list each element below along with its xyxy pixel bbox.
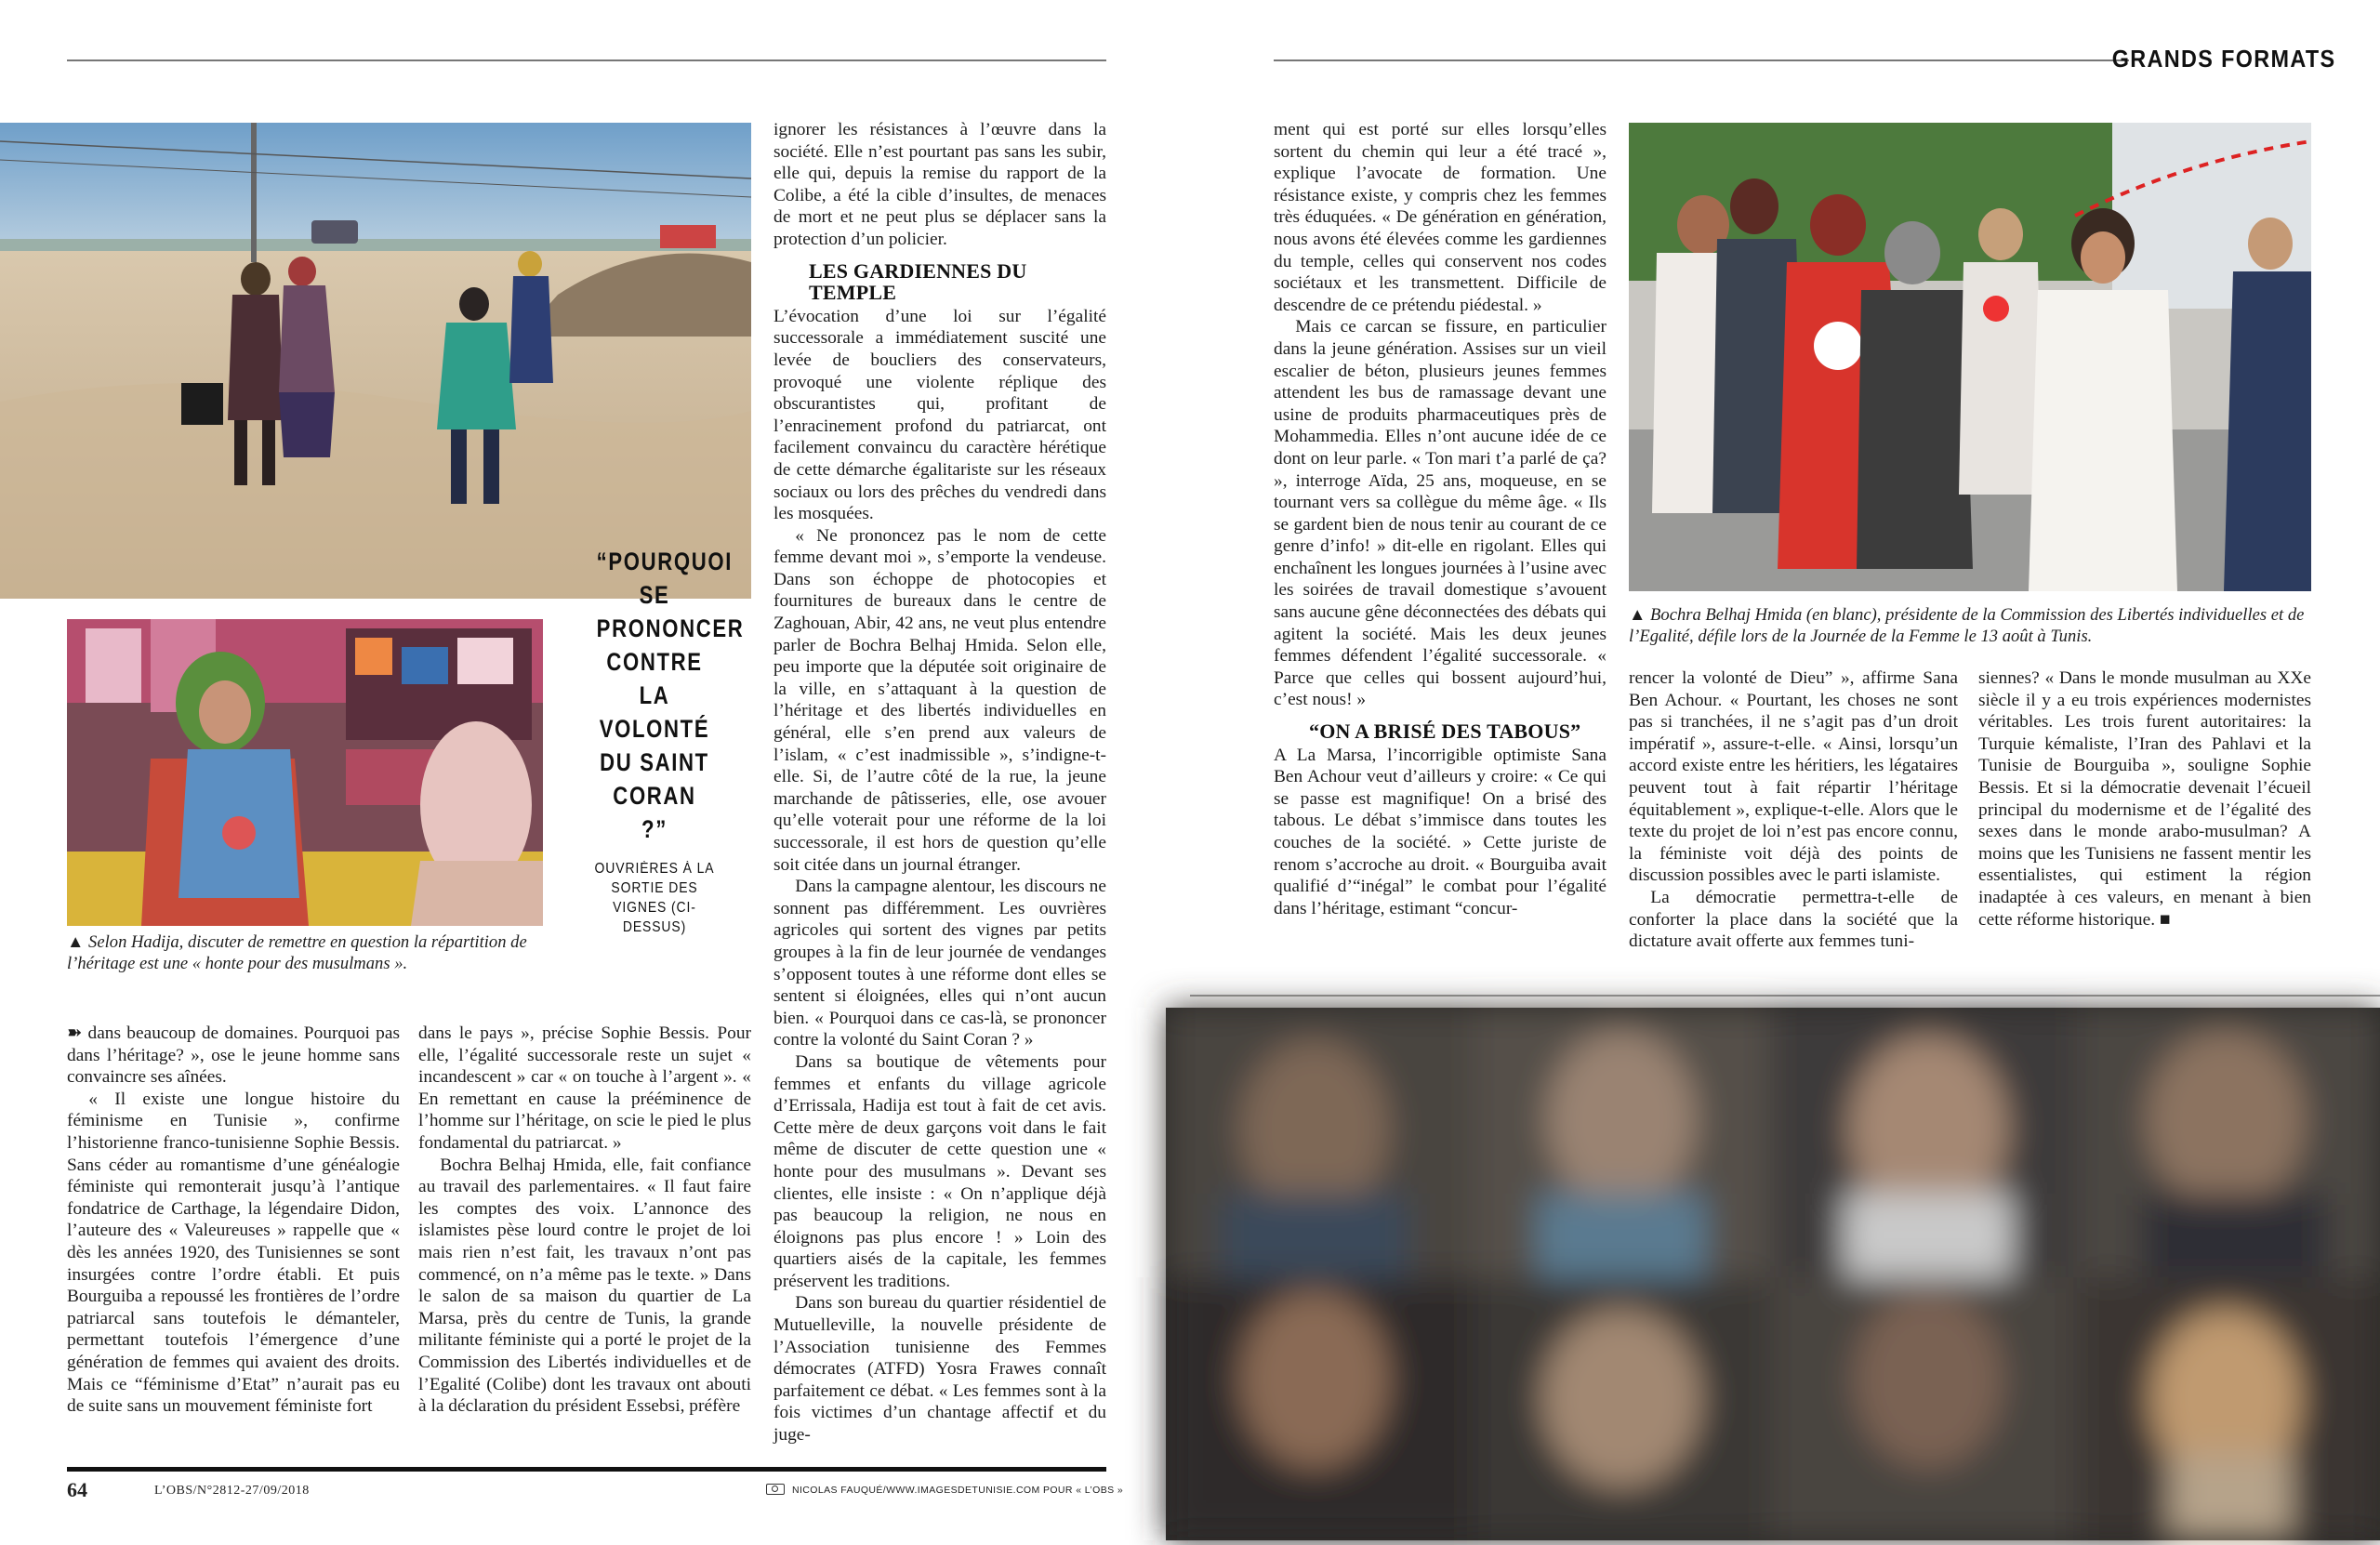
subhead-tabous: “ON A BRISÉ DES TABOUS” [1309, 720, 1581, 744]
photo-workers-walking [0, 123, 751, 599]
top-rule-left [67, 59, 1106, 61]
subhead-gardiennes: LES GARDIENNES DU TEMPLE [809, 258, 1027, 305]
column-5: rencer la volonté de Dieu” », affirme Sana Ben Achour. « Pourtant, les choses ne sont pas si tranchées, il ne s’agit pas d’un droit impératif », assure-t-elle. « Ainsi, lorsqu’un accord existe entre les héritiers, les légataires peuvent tout à fait répartir l’héritage équitablement », explique-t-elle. Alors que le texte du projet de loi n’est pas encore connu, la féministe voit déjà des points de discussion possibles avec le parti islamiste. La démocratie permettra-t-elle de conforter la place dans la société que la dictature avait offerte aux femmes tuni- [1629, 668, 1958, 952]
caption-hadija: ▲ Selon Hadija, discuter de remettre en question la répartition de l’héritage est une « honte pour des musulmans ». [67, 932, 527, 973]
column-1: ➽ dans beaucoup de domaines. Pourquoi pas dans l’héritage? », ose le jeune homme sans convaincre ses aînées. « Il existe une longue histoire du féminisme en Tunisie », confirme l’historienne franco-tunisienne Sophie Bessis. Sans céder au romantisme d’une généalogie féministe qui remonterait jusqu’à l’antique fondatrice de Carthage, la légendaire Didon, l’auteure des « Valeureuses » rappelle que « dès les années 1920, des Tunisiennes se sont insurgées contre l’ordre établi. Et puis Bourguiba a repoussé les frontières de l’ordre patriarcal sans toutefois le démanteler, permettant toutefois l’émergence d’une génération de femmes qui avaient des droits. Mais ce “féminisme d’Etat” n’aurait pas eu de suite sans un mouvement féministe fort [67, 1023, 400, 1417]
column-2: dans le pays », précise Sophie Bessis. Pour elle, l’égalité successorale reste un sujet « incandescent » car « on touche à l’argent ». « En remettant en cause la prééminence de l’homme sur l’héritage, on scie le pied le plus fondamental du patriarcat. » Bochra Belhaj Hmida, elle, fait confiance au travail des parlementaires. « Il faut faire les comptes des voix. L’annonce des islamistes pèse lourd contre le projet de loi mais rien n’est fait, les travaux n’ont pas commencé, on n’a même pas le texte. » Dans le salon de sa maison du quartier de La Marsa, près du centre de Tunis, la grande militante féministe qui a porté le projet de la Commission des Libertés individuelles et de l’Egalité (Colibe) dont les travaux ont abouti à la déclaration du président Essebsi, préfère [418, 1023, 751, 1417]
section-header: GRANDS FORMATS [2112, 45, 2336, 73]
column-4: ment qui est porté sur elles lorsqu’elles sortent du chemin qui leur a été tracé », explique l’avocate de formation. Une résistance existe, y compris chez les femmes très éduquées. « De génération en génération, nous avons été élevées comme les gardiennes du temple, celles qui conservent nos codes sociétaux et les transmettent. Difficile de descendre de ce prétendu piédestal. » Mais ce carcan se fissure, en particulier dans la jeune génération. Assises sur un vieil escalier de béton, plusieurs jeunes femmes attendent les bus de ramassage devant une usine de produits pharmaceutiques près de Mohammedia. Elles n’ont aucune idée de ce dont on leur parle. « Ton mari t’a parlé de ça? », interroge Aïda, 25 ans, moqueuse, en se tournant vers sa collègue du même âge. « Ils se gardent bien de nous tenir au courant de ce genre d’info! » dit-elle en rigolant. Elles qui enchaînent les longues journées à l’usine avec les soirées de travail domestique s’avouent sans aucune gêne déconnectées des débats qui agitent la société. Mais les deux jeunes femmes défendent l’égalité successorale. « Parce que celles qui bossent aujourd’hui, c’est nous! » “ON A BRISÉ DES TABOUS” A La Marsa, l’incorrigible optimiste Sana Ben Achour veut d’ailleurs y croire: « Ce qui se passe est magnifique! On a brisé des tabous. Le débat s’immisce dans toutes les couches de la société. » Cette juriste de renom s’accroche au droit. « Bourguiba avait qualifié d’“inégal” le combat pour l’égalité dans l’héritage, estimant “concur- [1274, 120, 1606, 918]
ad-separator-rule [1190, 995, 2380, 997]
pull-quote [584, 545, 745, 937]
page-number: 64 [67, 1478, 87, 1501]
column-3: ignorer les résistances à l’œuvre dans la société. Elle n’est pourtant pas sans les subir, elle qui, depuis la remise du rapport de la Colibe, a été la cible d’insultes, de menaces de mort et ne peut plus se déplacer sans la protection d’un policier. LES GARDIENNES DU TEMPLE L’évocation d’une loi sur l’égalité successorale a immédiatement suscité une levée de boucliers des conservateurs, provoqué une violente réplique des obscurantistes qui, profitant de l’enracinement profond du patriarcat, ont facilement convaincu du caractère hérétique de cette démarche égalitariste sur les réseaux sociaux ou lors des prêches du vendredi dans les mosquées. « Ne prononcez pas le nom de cette femme devant moi », s’emporte la vendeuse. Dans son échoppe de photocopies et fournitures de bureaux dans le centre de Zaghouan, Abir, 42 ans, ne veut plus entendre parler de Bochra Belhaj Hmida. Selon elle, peu importe que la députée soit originaire de la ville, en s’attaquant à la question de l’héritage et des libertés individuelles en général, elle s’en prend aux valeurs de l’islam, « c’est inadmissible », s’indigne-t-elle. Si, de l’autre côté de la rue, la jeune marchande de pâtisseries, elle, ose avouer qu’elle voterait pour une réforme de la loi successorale, il est hors de question qu’elle soit citée dans un journal étranger. Dans la campagne alentour, les discours ne sonnent pas différemment. Les ouvrières agricoles qui sortent des vignes par petits groupes à la fin de leur journée de vendanges s’opposent toutes à une réforme dont elles se sentent si éloignées, elles qui n’ont aucun bien. « Pourquoi dans ce cas-là, se prononcer contre la volonté du Saint Coran ? » Dans sa boutique de vêtements pour femmes et enfants du village agricole d’Errissala, Hadija est tout à fait de cet avis. Cette mère de deux garçons voit dans le fait même de discuter de cette question une « honte pour des musulmans ». Devant ses clientes, elle insiste : « On n’applique déjà pas beaucoup la religion, ne nous en éloignons pas plus encore ! » Loin des quartiers aisés de la capitale, les femmes préservent les traditions. Dans son bureau du quartier résidentiel de Mutuelleville, la nouvelle présidente de l’Association tunisienne des Femmes démocrates (ATFD) Yosra Frawes connaît parfaitement ce débat. « Les femmes sont à la fois victimes d’un chantage affectif et du juge- [774, 120, 1106, 1446]
bottom-rule [67, 1467, 1106, 1472]
column-6: siennes? « Dans le monde musulman au XXe siècle il y a eu trois expériences modernistes véritables. Les trois furent autoritaires: la Turquie kémaliste, l’Iran des Pahlavi et la Tunisie de Bourguiba », souligne Sophie Bessis. Et si la démocratie devenait l’écueil principal du modernisme et de l’égalité des sexes dans le monde arabo-musulman? A moins que les Tunisiens ne fassent mentir les essentialistes, qui estiment la région inadaptée à ces valeurs, en menant à bien cette réforme historique. ■ [1978, 668, 2311, 930]
pull-quote-text: “POURQUOI SE PRONONCER CONTRE LA VOLONTÉ DU SAINT CORAN ?” [596, 548, 745, 843]
photo-hadija-shop [67, 619, 543, 926]
blurred-advertisement [1166, 1008, 2380, 1540]
issue-info: L’OBS/N°2812-27/09/2018 [154, 1484, 310, 1498]
camera-icon [766, 1484, 785, 1495]
photo-credit: NICOLAS FAUQUÉ/WWW.IMAGESDETUNISIE.COM POUR « L’OBS » [792, 1485, 1124, 1496]
caption-bochra: ▲ Bochra Belhaj Hmida (en blanc), présidente de la Commission des Libertés individuelles et de l’Egalité, défile lors de la Journée de la Femme le 13 août à Tunis. [1629, 605, 2305, 646]
photo-bochra-march [1629, 123, 2311, 591]
pull-quote-caption: OUVRIÈRES À LA SORTIE DES VIGNES (CI-DESSUS) [594, 861, 715, 935]
top-rule-right [1274, 59, 2129, 61]
